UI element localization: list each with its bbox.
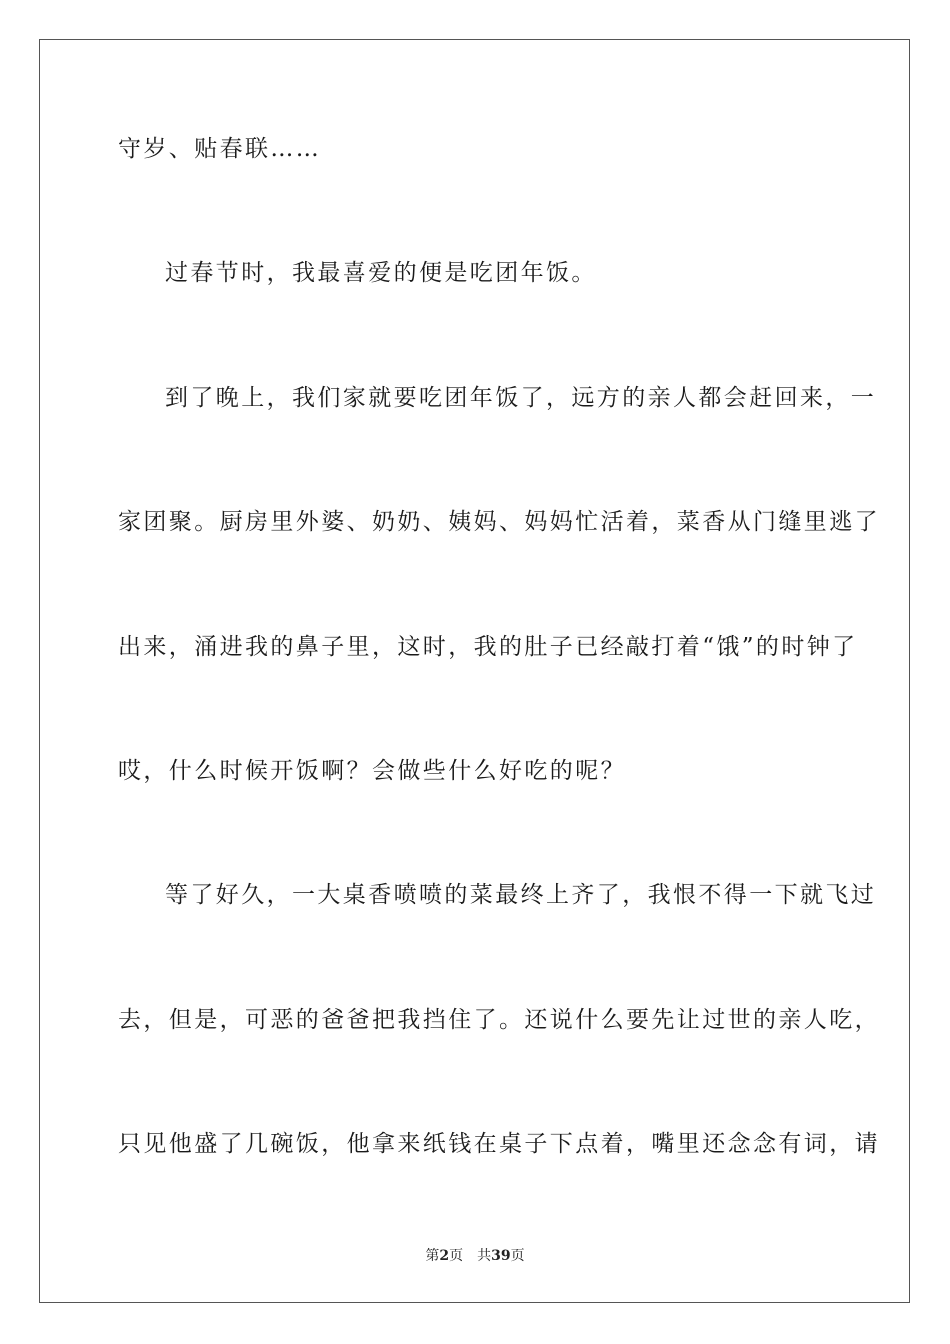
- text-line-5: 出来，涌进我的鼻子里，这时，我的肚子已经敲打着“饿”的时钟了: [118, 634, 858, 660]
- text-line-7: 等了好久，一大桌香喷喷的菜最终上齐了，我恨不得一下就飞过: [165, 882, 877, 908]
- text-line-8: 去，但是，可恶的爸爸把我挡住了。还说什么要先让过世的亲人吃，: [118, 1007, 880, 1033]
- text-line-2: 过春节时，我最喜爱的便是吃团年饭。: [165, 260, 597, 286]
- total-pages: 39: [491, 1248, 511, 1264]
- text-line-3: 到了晚上，我们家就要吃团年饭了，远方的亲人都会赶回来，一: [165, 385, 877, 411]
- page-border: [39, 39, 910, 1303]
- text-line-6: 哎，什么时候开饭啊？会做些什么好吃的呢？: [118, 758, 626, 784]
- text-line-1: 守岁、贴春联……: [118, 136, 322, 162]
- total-prefix: 共: [477, 1248, 492, 1264]
- page-footer: [0, 1247, 950, 1265]
- total-suffix: 页: [510, 1248, 525, 1264]
- page-suffix: 页: [449, 1248, 464, 1264]
- page-prefix: 第: [425, 1248, 440, 1264]
- text-line-4: 家团聚。厨房里外婆、奶奶、姨妈、妈妈忙活着，菜香从门缝里逃了: [118, 509, 880, 535]
- page-number: 2: [439, 1248, 450, 1264]
- text-line-9: 只见他盛了几碗饭，他拿来纸钱在桌子下点着，嘴里还念念有词，请: [118, 1131, 880, 1157]
